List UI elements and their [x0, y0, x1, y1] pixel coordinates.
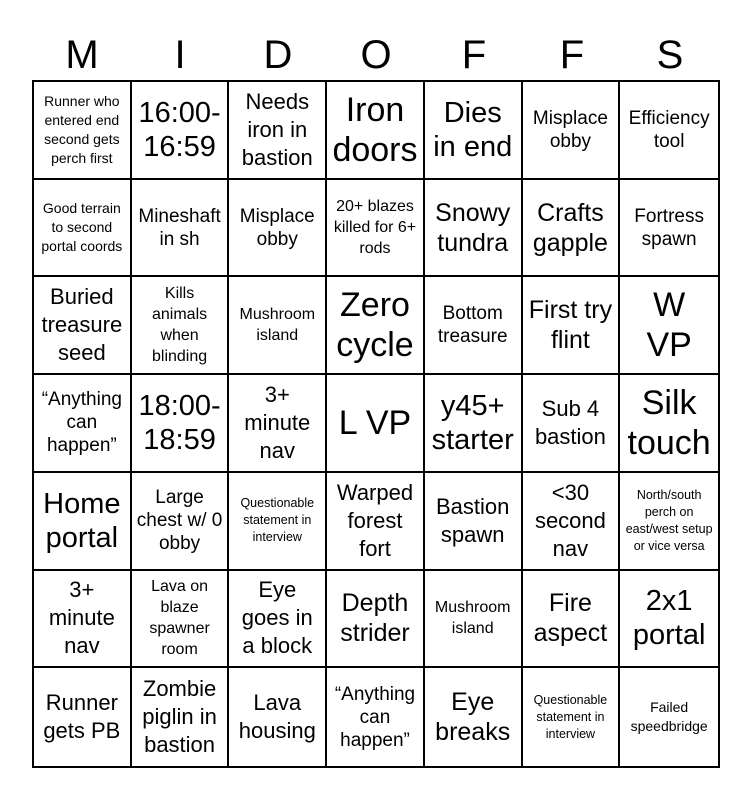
cell-text: L VP	[338, 403, 412, 442]
header-letter-1: M	[65, 33, 99, 77]
cell-text: Warped forest fort	[336, 479, 414, 561]
bingo-cell[interactable]	[327, 180, 425, 278]
header-letter-6: F	[559, 33, 585, 77]
bingo-cell[interactable]	[327, 375, 425, 473]
bingo-cell[interactable]	[620, 375, 718, 473]
bingo-cell[interactable]	[425, 571, 523, 669]
cell-text: Dies in end	[433, 96, 513, 163]
cell-text: North/south perch on east/west setup or vice versa	[625, 487, 713, 553]
bingo-grid	[32, 80, 720, 768]
bingo-cell[interactable]	[523, 277, 621, 375]
cell-text: Lava on blaze spawner room	[149, 578, 210, 659]
bingo-cell[interactable]	[620, 668, 718, 766]
cell-text: <30 second nav	[534, 479, 606, 561]
bingo-cell[interactable]	[425, 82, 523, 180]
bingo-cell[interactable]	[425, 277, 523, 375]
bingo-cell[interactable]	[34, 473, 132, 571]
cell-text: First try flint	[528, 296, 613, 355]
header-letter-5: F	[461, 33, 487, 77]
bingo-header	[33, 30, 719, 80]
cell-text: Crafts gapple	[532, 198, 608, 257]
cell-text: Zombie piglin in bastion	[142, 676, 217, 758]
header-letter-7: S	[656, 33, 684, 77]
cell-text: Efficiency tool	[628, 107, 710, 152]
bingo-cell[interactable]	[34, 668, 132, 766]
bingo-cell[interactable]	[620, 473, 718, 571]
bingo-cell[interactable]	[229, 375, 327, 473]
cell-text: 3+ minute nav	[244, 381, 311, 463]
bingo-cell[interactable]	[327, 668, 425, 766]
cell-text: 3+ minute nav	[48, 577, 115, 659]
cell-text: Silk touch	[627, 383, 711, 462]
cell-text: Home portal	[43, 487, 121, 554]
bingo-cell[interactable]	[34, 180, 132, 278]
bingo-cell[interactable]	[132, 375, 230, 473]
cell-text: 20+ blazes killed for 6+ rods	[333, 198, 417, 258]
cell-text: Eye breaks	[435, 688, 511, 747]
cell-text: Bastion spawn	[436, 493, 510, 547]
bingo-cell[interactable]	[523, 668, 621, 766]
cell-text: Snowy tundra	[435, 198, 511, 257]
cell-text: 16:00-16:59	[138, 96, 221, 163]
cell-text: Mineshaft in sh	[138, 205, 221, 250]
cell-text: Fortress spawn	[634, 205, 704, 250]
cell-text: Mushroom island	[434, 599, 511, 638]
header-letter-4: O	[360, 33, 392, 77]
cell-text: Depth strider	[340, 589, 410, 648]
header-letter-3: D	[263, 33, 293, 77]
cell-text: Buried treasure seed	[41, 284, 123, 366]
cell-text: Large chest w/ 0 obby	[136, 487, 223, 555]
cell-text: Misplace obby	[239, 205, 315, 250]
bingo-cell[interactable]	[132, 277, 230, 375]
cell-text: Fire aspect	[533, 589, 608, 648]
bingo-cell[interactable]	[229, 668, 327, 766]
bingo-cell[interactable]	[229, 82, 327, 180]
bingo-cell[interactable]	[425, 180, 523, 278]
bingo-cell[interactable]	[132, 571, 230, 669]
cell-text: 18:00-18:59	[138, 389, 221, 456]
bingo-cell[interactable]	[34, 375, 132, 473]
bingo-cell[interactable]	[327, 277, 425, 375]
cell-text: Sub 4 bastion	[534, 395, 606, 449]
bingo-cell[interactable]	[34, 82, 132, 180]
bingo-cell[interactable]	[523, 473, 621, 571]
bingo-cell[interactable]	[132, 82, 230, 180]
cell-text: Runner who entered end second gets perch first	[44, 92, 120, 166]
bingo-cell[interactable]	[620, 571, 718, 669]
cell-text: Iron doors	[332, 90, 418, 169]
cell-text: “Anything can happen”	[41, 389, 122, 457]
bingo-cell[interactable]	[425, 375, 523, 473]
bingo-cell[interactable]	[229, 473, 327, 571]
cell-text: Misplace obby	[532, 107, 608, 152]
bingo-cell[interactable]	[229, 277, 327, 375]
bingo-cell[interactable]	[425, 668, 523, 766]
bingo-cell[interactable]	[620, 180, 718, 278]
cell-text: Kills animals when blinding	[151, 285, 208, 366]
bingo-cell[interactable]	[132, 180, 230, 278]
bingo-cell[interactable]	[620, 277, 718, 375]
bingo-cell[interactable]	[523, 180, 621, 278]
cell-text: “Anything can happen”	[334, 683, 416, 751]
cell-text: y45+ starter	[431, 389, 514, 456]
bingo-cell[interactable]	[425, 473, 523, 571]
bingo-cell[interactable]	[229, 571, 327, 669]
bingo-cell[interactable]	[523, 375, 621, 473]
cell-text: Zero cycle	[336, 286, 414, 365]
cell-text: Bottom treasure	[437, 303, 508, 348]
bingo-cell[interactable]	[132, 473, 230, 571]
bingo-cell[interactable]	[327, 473, 425, 571]
cell-text: Mushroom island	[239, 306, 316, 345]
bingo-cell[interactable]	[132, 668, 230, 766]
cell-text: 2x1 portal	[632, 585, 706, 652]
bingo-cell[interactable]	[327, 82, 425, 180]
bingo-cell[interactable]	[229, 180, 327, 278]
bingo-cell[interactable]	[34, 277, 132, 375]
bingo-cell[interactable]	[620, 82, 718, 180]
cell-text: Eye goes in a block	[241, 577, 313, 659]
cell-text: Questionable statement in interview	[533, 692, 608, 741]
cell-text: Questionable statement in interview	[240, 496, 315, 545]
bingo-cell[interactable]	[34, 571, 132, 669]
bingo-cell[interactable]	[523, 82, 621, 180]
cell-text: Runner gets PB	[43, 690, 121, 744]
cell-text: Good terrain to second portal coords	[41, 200, 123, 255]
cell-text: Lava housing	[238, 690, 316, 744]
cell-text: W VP	[646, 286, 692, 365]
bingo-cell[interactable]	[523, 571, 621, 669]
header-letter-2: I	[174, 33, 186, 77]
cell-text: Failed speedbridge	[630, 699, 708, 735]
cell-text: Needs iron in bastion	[241, 88, 313, 170]
bingo-cell[interactable]	[327, 571, 425, 669]
